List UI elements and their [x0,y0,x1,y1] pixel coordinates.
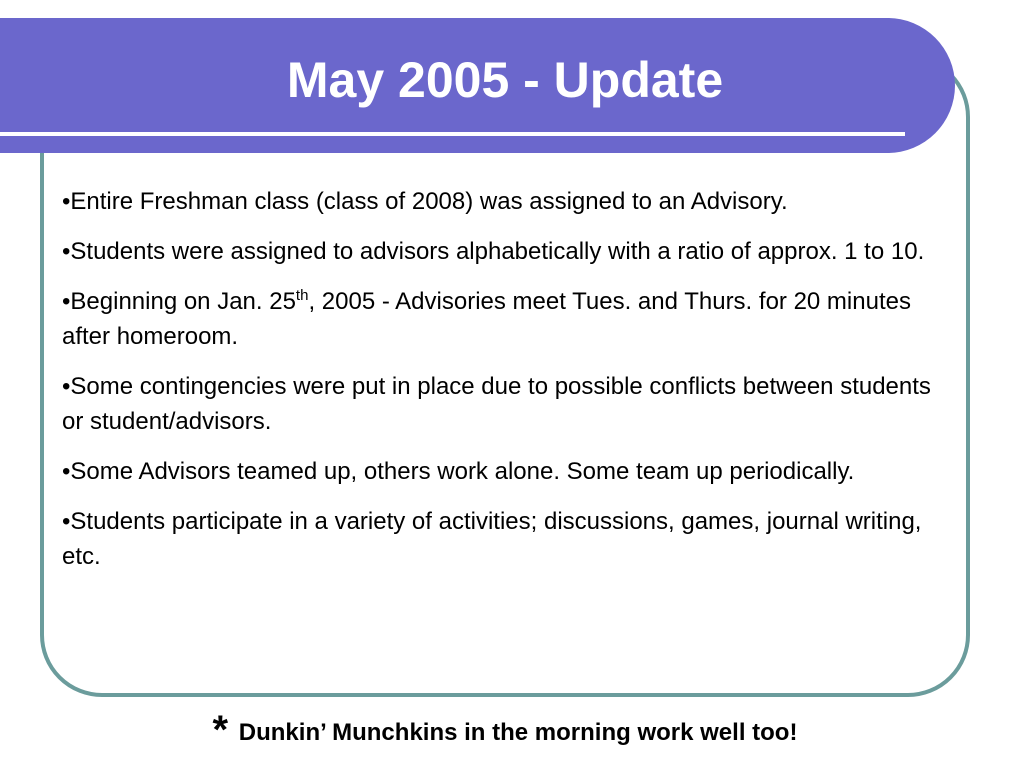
bullet-text: •Some contingencies were put in place due to possible conflicts between students or student/advisors. [62,373,931,435]
asterisk-icon: * [212,708,229,752]
bullet-text-after: , 2005 - Advisories meet Tues. and Thurs. for 20 minutes after homeroom. [62,288,911,350]
bullet-item [62,234,942,269]
ordinal-superscript: th [295,287,309,304]
bullet-text: •Some Advisors teamed up, others work alone. Some team up periodically. [62,458,855,485]
bullet-item [62,284,942,354]
bullet-text: •Entire Freshman class (class of 2008) was assigned to an Advisory. [62,188,788,215]
slide-title: May 2005 - Update [286,52,724,108]
footnote-text: Dunkin’ Munchkins in the morning work well too! [238,719,798,746]
bullet-text-before: •Beginning on Jan. 25 [62,288,296,315]
bullet-text: •Students were assigned to advisors alphabetically with a ratio of approx. 1 to 10. [62,238,925,265]
bullet-item [62,369,942,439]
bullet-item [62,454,942,489]
bullet-text: •Students participate in a variety of activities; discussions, games, journal writing, etc. [62,508,922,570]
bullet-item [62,184,942,219]
title-underline [0,132,905,136]
bullet-item [62,504,942,574]
bullet-list [62,184,942,589]
footnote [0,700,1010,763]
